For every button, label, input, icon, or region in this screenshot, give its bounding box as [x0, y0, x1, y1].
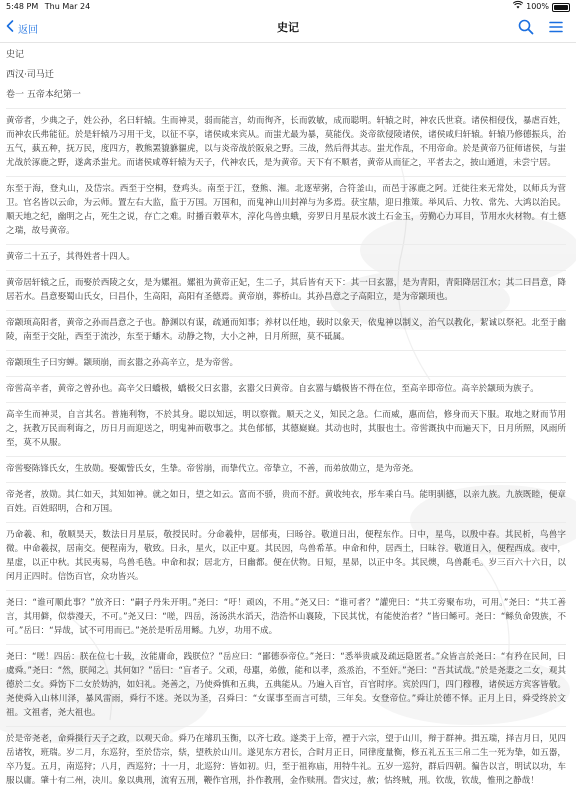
paragraph: 於是帝尧老，命舜摄行天子之政，以观天命。舜乃在璿玑玉衡，以齐七政。遂类于上帝，禋于六宗，望于山川，辩于群神。揖五瑞，择吉月日，见四岳诸牧，班瑞。岁二月，东巡狩，至於岱宗，祡，望秩於山川。遂见东方君长，合时月正日，同律度量衡，修五礼五玉三帛二生一死为挚，如五器，卒乃复。五月，南巡狩；八月，西巡狩；十一月，北巡狩：皆如初。归，至于祖祢庙，用特牛礼。五岁一巡狩，群后四朝。徧告以言，明试以功，车服以庸。肇十有二州，决川。象以典刑，流宥五刑，鞭作官刑，扑作教刑，金作赎刑。眚灾过，赦；怙终贼，刑。钦哉，钦哉，惟刑之静哉！: [6, 734, 566, 786]
divider: [6, 270, 566, 271]
reader-content[interactable]: [6, 46, 566, 786]
divider: [6, 590, 566, 591]
paragraph: 帝喾娶陈锋氏女，生放勋。娶娵訾氏女，生挚。帝喾崩，而挚代立。帝挚立，不善，而弟放勋立，是为帝尧。: [6, 464, 419, 474]
paragraph: 帝喾高辛者，黄帝之曾孙也。高辛父曰蟜极，蟜极父曰玄嚣，玄嚣父曰黄帝。自玄嚣与蟜极皆不得在位，至高辛即帝位。高辛於颛顼为族子。: [6, 384, 539, 394]
divider: [6, 482, 566, 483]
divider: [6, 644, 566, 645]
paragraph: 高辛生而神灵，自言其名。普施利物，不於其身。聪以知远，明以察微。顺天之义，知民之急。仁而威，惠而信，修身而天下服。取地之财而节用之，抚教万民而利诲之，历日月而迎送之，明鬼神而敬事之。其色郁郁，其德嶷嶷。其动也时，其服也士。帝喾溉执中而遍天下，日月所照，风雨所至，莫不从服。: [6, 410, 566, 448]
paragraph: 黄帝者，少典之子，姓公孙，名曰轩辕。生而神灵，弱而能言，幼而徇齐，长而敦敏，成而聪明。轩辕之时，神农氏世衰。诸侯相侵伐，暴虐百姓，而神农氏弗能征。於是轩辕乃习用干戈，以征不享，诸侯咸来宾从。而蚩尤最为暴，莫能伐。炎帝欲侵陵诸侯，诸侯咸归轩辕。轩辕乃修德振兵，治五气，蓺五种，抚万民，度四方，教熊罴貔貅貙虎，以与炎帝战於阪泉之野。三战，然后得其志。蚩尤作乱，不用帝命。於是黄帝乃征师诸侯，与蚩尤战於涿鹿之野，遂禽杀蚩尤。而诸侯咸尊轩辕为天子，代神农氏，是为黄帝。天下有不顺者，黄帝从而征之，平者去之，披山通道，未尝宁居。: [6, 116, 566, 168]
divider: [6, 376, 566, 377]
status-date: Thu Mar 24: [44, 2, 91, 11]
battery-icon: [552, 3, 570, 12]
divider: [6, 350, 566, 351]
paragraph: 帝尧者，放勋。其仁如天，其知如神。就之如日，望之如云。富而不骄，贵而不舒。黄收纯衣，彤车乘白马。能明驯德，以亲九族。九族既睦，便章百姓。百姓昭明，合和万国。: [6, 490, 566, 514]
battery-percent: 100%: [526, 2, 549, 11]
paragraph: 乃命羲、和，敬顺昊天，数法日月星辰，敬授民时。分命羲仲，居郁夷，曰旸谷。敬道日出，便程东作。日中，星鸟，以殷中春。其民析，鸟兽字微。申命羲叔，居南交。便程南为，敬致。日永，星火，以正中夏。其民因，鸟兽希革。申命和仲，居西土，曰昧谷。敬道日入，便程西成。夜中，星虚，以正中秋。其民夷易，鸟兽毛毨。申命和叔；居北方，曰幽都。便在伏物。日短，星昴，以正中冬。其民燠，鸟兽氄毛。岁三百六十六日，以闰月正四时。信饬百官，众功皆兴。: [6, 530, 566, 582]
paragraph: 黄帝二十五子，其得姓者十四人。: [6, 252, 135, 262]
paragraph: 东至于海，登丸山，及岱宗。西至于空桐，登鸡头。南至于江，登熊、湘。北逐荤粥，合符釜山，而邑于涿鹿之阿。迁徙往来无常处，以师兵为营卫。官名皆以云命，为云师。置左右大监，监于万国。万国和，而鬼神山川封禅与为多焉。获宝鼎，迎日推策。举风后、力牧、常先、大鸿以治民。顺天地之纪，幽明之占，死生之说，存亡之难。时播百穀草木，淳化鸟兽虫蛾，旁罗日月星辰水波土石金玉，劳勤心力耳目，节用水火材物。有土德之瑞，故号黄帝。: [6, 184, 566, 236]
back-label: 返回: [18, 24, 38, 36]
search-icon[interactable]: [518, 19, 534, 35]
page-title: 史记: [277, 21, 299, 34]
chapter-title: 卷一 五帝本纪第一: [6, 90, 81, 100]
paragraph: 黄帝居轩辕之丘，而娶於西陵之女，是为嫘祖。嫘祖为黄帝正妃，生二子，其后皆有天下：其一曰玄嚣，是为青阳，青阳降居江水；其二曰昌意，降居若水。昌意娶蜀山氏女，曰昌仆，生高阳，高阳有圣德焉。黄帝崩，葬桥山。其孙昌意之子高阳立，是为帝颛顼也。: [6, 278, 566, 302]
status-bar: [0, 0, 576, 14]
paragraph: 帝颛顼生子曰穷蝉。颛顼崩，而玄嚣之孙高辛立，是为帝喾。: [6, 358, 239, 368]
paragraph: 帝颛顼高阳者，黄帝之孙而昌意之子也。静渊以有谋，疏通而知事；养材以任地，载时以象天，依鬼神以制义，治气以教化，絜诚以祭祀。北至于幽陵，南至于交阯，西至于流沙，东至于蟠木。动静之物，大小之神，日月所照，莫不砥属。: [6, 318, 566, 342]
divider: [6, 402, 566, 403]
divider: [6, 310, 566, 311]
divider: [6, 726, 566, 727]
divider: [6, 456, 566, 457]
wifi-icon: [513, 0, 523, 14]
paragraph: 尧曰：“嗟！四岳：朕在位七十载，汝能庸命，践朕位？”岳应曰：“鄙德忝帝位。”尧曰：“悉举贵戚及疏远隐匿者。”众皆言於尧曰：“有矜在民间，曰虞舜。”尧曰：“然，朕闻之。其何如？”岳曰：“盲者子。父顽，母嚚，弟傲，能和以孝，烝烝治，不至奸。”尧曰：“吾其试哉。”於是尧妻之二女，观其德於二女。舜饬下二女於妫汭，如妇礼。尧善之，乃使舜慎和五典，五典能从。乃遍入百官，百官时序。宾於四门，四门穆穆，诸侯远方宾客皆敬。尧使舜入山林川泽，暴风雷雨，舜行不迷。尧以为圣，召舜曰：“女谋事至而言可绩，三年矣。女登帝位。”舜让於德不怿。正月上日，舜受终於文祖。文祖者，尧大祖也。: [6, 652, 566, 718]
divider: [6, 522, 566, 523]
divider: [6, 244, 566, 245]
paragraph: 尧曰：“谁可顺此事？”放齐曰：“嗣子丹朱开明。”尧曰：“吁！顽凶，不用。”尧又曰：“谁可者？”讙兜曰：“共工旁聚布功，可用。”尧曰：“共工善言，其用僻，似恭漫天，不可。”尧又曰：“嗟，四岳，汤汤洪水滔天，浩浩怀山襄陵，下民其忧，有能使治者？”皆曰鲧可。尧曰：“鲧负命毁族，不可。”岳曰：“异哉，试不可用而已。”尧於是听岳用鲧。九岁，功用不成。: [6, 598, 566, 636]
divider: [6, 176, 566, 177]
divider: [6, 108, 566, 109]
status-time: 5:48 PM: [6, 2, 39, 11]
navigation-bar: [0, 14, 576, 43]
book-title: 史记: [6, 50, 25, 60]
menu-icon[interactable]: [548, 19, 564, 35]
book-author: 西汉·司马迁: [6, 70, 54, 80]
